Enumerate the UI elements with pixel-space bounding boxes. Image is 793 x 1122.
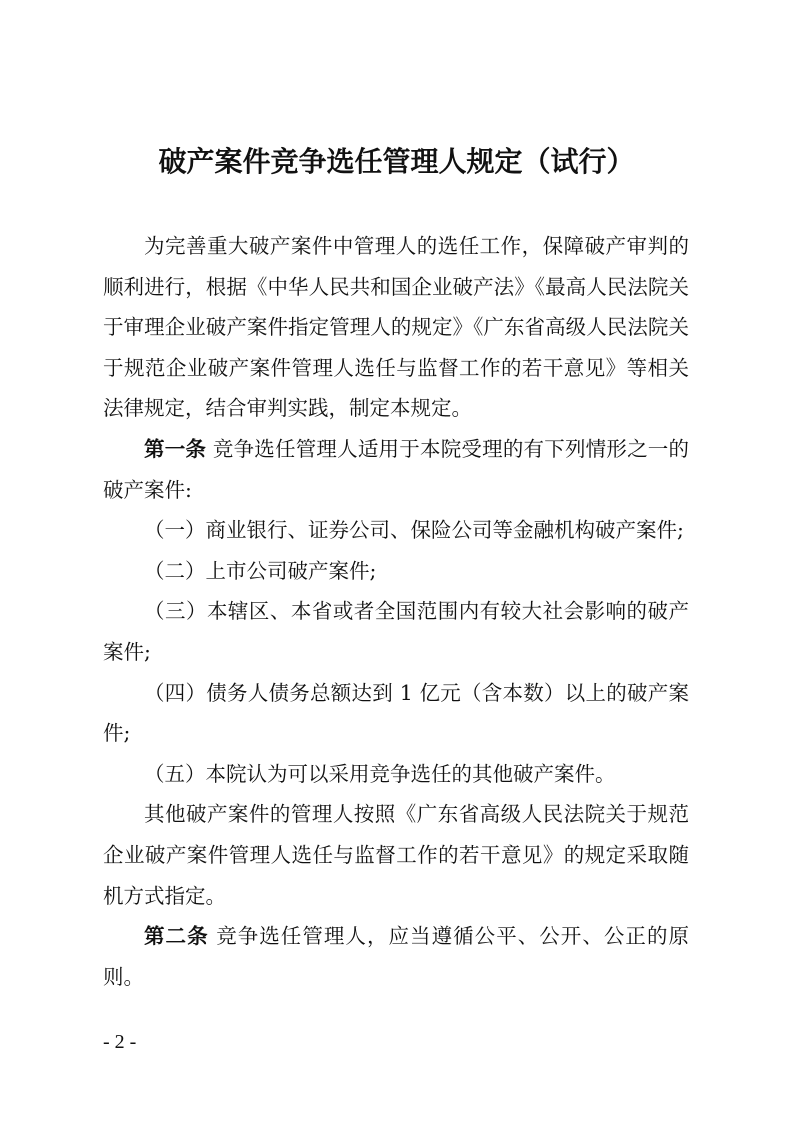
article-1-item-2: （二）上市公司破产案件; <box>144 558 377 583</box>
page-number: - 2 - <box>103 1031 137 1053</box>
article-1-item-1: （一）商业银行、证券公司、保险公司等金融机构破产案件; <box>144 518 684 543</box>
article-2-text: 竞争选任管理人，应当遵循公平、公开、公正的原则。 <box>103 924 689 989</box>
preamble-paragraph: 为完善重大破产案件中管理人的选任工作，保障破产审判的顺利进行，根据《中华人民共和国企业破产法》《最高人民法院关于审理企业破产案件指定管理人的规定》《广东省高级人民法院关于规范企业破产案件管理人选任与监督工作的若干意见》等相关法律规定，结合审判实践，制定本规定。 <box>103 234 689 421</box>
article-1-item-5: （五）本院认为可以采用竞争选任的其他破产案件。 <box>144 761 616 786</box>
article-2-paragraph <box>103 916 689 997</box>
article-1-item-3: （三）本辖区、本省或者全国范围内有较大社会影响的破产案件; <box>103 599 689 664</box>
document-body <box>103 226 689 997</box>
document-title: 破产案件竞争选任管理人规定（试行） <box>158 145 635 178</box>
article-1-text: 竞争选任管理人适用于本院受理的有下列情形之一的破产案件: <box>103 436 690 502</box>
article-1-label: 第一条 <box>144 436 207 461</box>
article-2-label: 第二条 <box>144 924 209 949</box>
article-1-closing-paragraph: 其他破产案件的管理人按照《广东省高级人民法院关于规范企业破产案件管理人选任与监督工作的若干意见》的规定采取随机方式指定。 <box>103 802 689 908</box>
article-1-item-4: （四）债务人债务总额达到 1 亿元（含本数）以上的破产案件; <box>103 680 689 746</box>
article-1-paragraph <box>103 429 689 510</box>
